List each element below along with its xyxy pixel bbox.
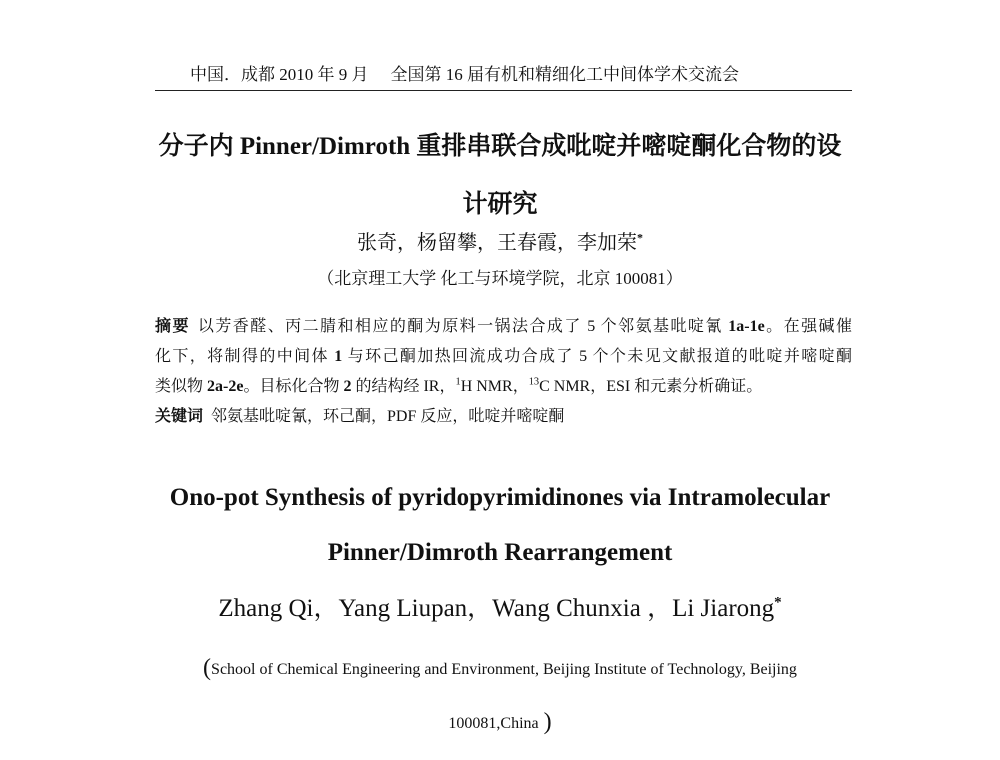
abstract-text: 的结构经 IR， [351,378,456,395]
keywords-label: 关键词 [155,408,204,425]
corresponding-author-mark-en: * [774,594,782,611]
header-conference: 全国第 16 届有机和精细化工中间体学术交流会 [390,65,739,84]
abstract-text: 类似物 [155,378,208,395]
abstract-bold-text: 2 [343,378,352,395]
abstract-bold-text: 1a-1e [728,318,765,335]
abstract-bold-text: 2a-2e [207,378,244,395]
keywords-cn [155,406,852,428]
corresponding-author-mark: * [637,230,643,245]
affiliation-en-postcode: 100081,China [448,715,539,732]
affiliation-en-line-2 [0,708,1000,738]
affiliation-en-line-1 [0,654,1000,684]
title-cn-line-2: 计研究 [462,191,538,218]
abstract-text: 。在强碱催 [764,318,852,335]
abstract-line-1 [155,316,852,338]
title-cn-line-1: 分子内 Pinner/Dimroth 重排串联合成吡啶并嘧啶酮化合物的设 [158,133,842,160]
abstract-superscript: 13 [528,376,540,388]
affiliation-en-text: School of Chemical Engineering and Environment, Beijing Institute of Technology, Beijing [211,661,797,678]
title-en-line-2: Pinner/Dimroth Rearrangement [327,539,673,566]
abstract-line-2 [155,346,852,368]
abstract-label: 摘要 [155,318,190,335]
abstract-text: 以芳香醛、丙二腈和相应的酮为原料一锅法合成了 5 个邻氨基吡啶氰 [197,318,729,335]
abstract-text: 。目标化合物 [243,378,344,395]
running-header [190,65,739,85]
header-rule [155,90,852,91]
abstract-text: 与环己酮加热回流成功合成了 5 个个未见文献报道的吡啶并嘧啶酮 [342,348,852,365]
abstract-text: H NMR， [460,378,529,395]
abstract-bold-text: 1 [334,348,343,365]
abstract-line-3 [155,376,852,398]
abstract-text: 化下，将制得的中间体 [155,348,335,365]
authors-en [0,593,1000,625]
authors-en-names: Zhang Qi，Yang Liupan，Wang Chunxia ，Li Jiarong [218,595,775,622]
authors-cn [0,230,1000,256]
title-en-line-1: Ono-pot Synthesis of pyridopyrimidinones via Intramolecular [169,484,831,511]
open-parenthesis: ( [203,655,212,681]
header-location-date: 中国．成都 2010 年 9 月 [190,65,369,84]
close-parenthesis: ) [543,709,552,735]
abstract-superscript: 1 [455,376,461,388]
abstract-text: C NMR，ESI 和元素分析确证。 [539,378,763,395]
affiliation-cn: （北京理工大学 化工与环境学院，北京 100081） [317,269,683,288]
authors-cn-names: 张奇，杨留攀，王春霞，李加荣 [357,232,637,254]
keywords-text: 邻氨基吡啶氰，环己酮，PDF 反应，吡啶并嘧啶酮 [211,408,565,425]
